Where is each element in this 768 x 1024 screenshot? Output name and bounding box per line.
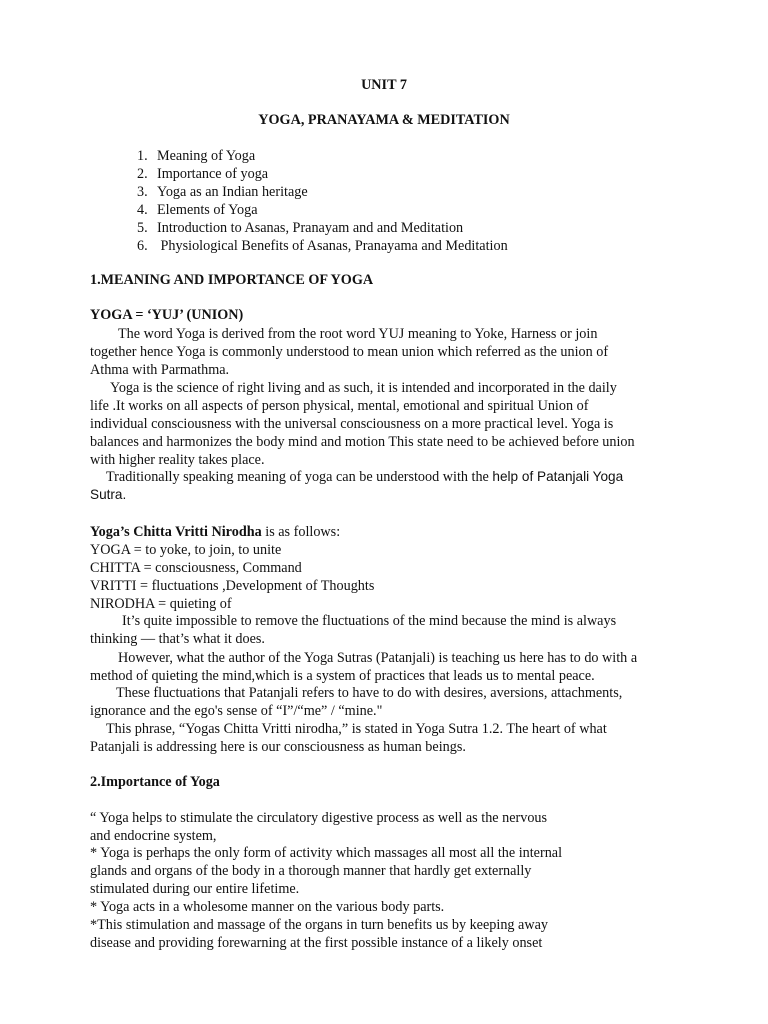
document-title: YOGA, PRANAYAMA & MEDITATION [258,112,510,128]
chitta-vritti-heading: Yoga’s Chitta Vritti Nirodha is as follows: [90,524,341,540]
list-item: * Yoga is perhaps the only form of activity which massages all most all the internal [90,845,563,861]
paragraph-line: balances and harmonizes the body mind and motion This state need to be achieved before union [90,434,635,450]
list-item: 4. Elements of Yoga [137,202,258,218]
paragraph-line: method of quieting the mind,which is a system of practices that leads us to mental peace. [90,668,595,684]
list-item: 3. Yoga as an Indian heritage [137,184,308,200]
paragraph-line: It’s quite impossible to remove the fluctuations of the mind because the mind is always [122,613,617,629]
definition-item: VRITTI = fluctuations ,Development of Thoughts [90,578,375,594]
paragraph-line: thinking — that’s what it does. [90,631,265,647]
section-heading-meaning: 1.MEANING AND IMPORTANCE OF YOGA [90,272,374,288]
list-item: 1. Meaning of Yoga [137,148,256,164]
paragraph-line: ignorance and the ego's sense of “I”/“me” / “mine." [90,703,383,719]
paragraph-line: Athma with Parmathma. [90,362,230,378]
definition-item: NIRODHA = quieting of [90,596,232,612]
list-item: disease and providing forewarning at the first possible instance of a likely onset [90,935,543,951]
paragraph-line: with higher reality takes place. [90,452,265,468]
paragraph-line: This phrase, “Yogas Chitta Vritti nirodha,” is stated in Yoga Sutra 1.2. The heart of what [106,721,607,737]
paragraph-line: Patanjali is addressing here is our consciousness as human beings. [90,739,466,755]
paragraph-line: These fluctuations that Patanjali refers to have to do with desires, aversions, attachments, [116,685,623,701]
paragraph-line: The word Yoga is derived from the root word YUJ meaning to Yoke, Harness or join [118,326,598,342]
list-item: and endocrine system, [90,828,217,844]
paragraph-line: life .It works on all aspects of person physical, mental, emotional and spiritual Union of [90,398,589,414]
paragraph-line: Traditionally speaking meaning of yoga can be understood with the help of Patanjali Yoga [106,469,624,485]
list-item: * Yoga acts in a wholesome manner on the various body parts. [90,899,445,915]
paragraph-line: Sutra. [90,487,127,502]
section-heading-importance: 2.Importance of Yoga [90,774,220,790]
list-item: 2. Importance of yoga [137,166,269,182]
list-item: 5. Introduction to Asanas, Pranayam and and Meditation [137,220,464,236]
definition-item: YOGA = to yoke, to join, to unite [90,542,282,558]
unit-title: UNIT 7 [361,77,407,93]
paragraph-line: individual consciousness with the universal consciousness on a more practical level. Yoga is [90,416,614,432]
list-item: *This stimulation and massage of the organs in turn benefits us by keeping away [90,917,548,933]
list-item: “ Yoga helps to stimulate the circulatory digestive process as well as the nervous [90,810,548,826]
list-item: 6. Physiological Benefits of Asanas, Pranayama and Meditation [137,238,508,254]
definition-item: CHITTA = consciousness, Command [90,560,302,576]
yoga-yuj-heading: YOGA = ‘YUJ’ (UNION) [90,307,244,323]
paragraph-line: together hence Yoga is commonly understood to mean union which referred as the union of [90,344,609,360]
paragraph-line: Yoga is the science of right living and as such, it is intended and incorporated in the daily [110,380,617,396]
list-item: stimulated during our entire lifetime. [90,881,300,897]
paragraph-line: However, what the author of the Yoga Sutras (Patanjali) is teaching us here has to do with a [118,650,638,666]
list-item: glands and organs of the body in a thorough manner that hardly get externally [90,863,532,879]
